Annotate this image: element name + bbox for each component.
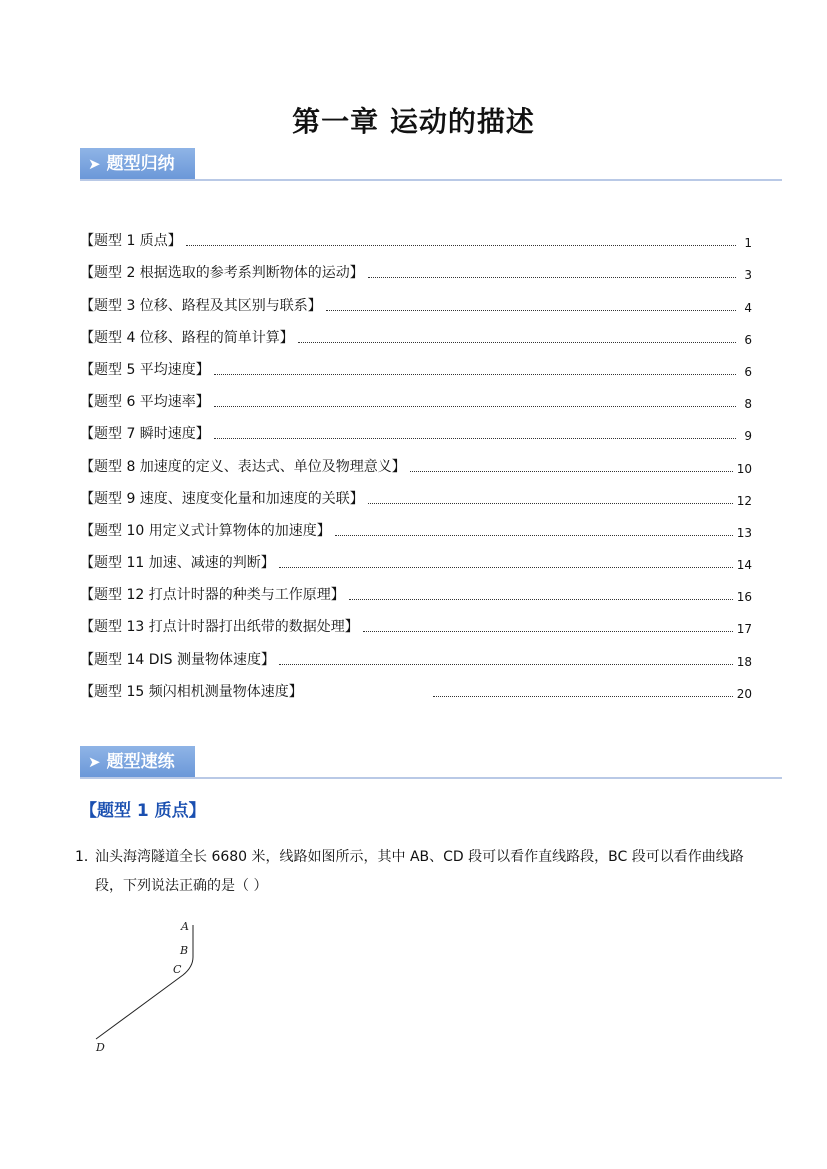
toc-leader — [186, 244, 736, 246]
toc-label: 【题型 13 打点计时器打出纸带的数据处理】 — [80, 619, 359, 636]
toc-page: 12 — [736, 493, 752, 508]
toc-row[interactable] — [80, 540, 752, 572]
toc-page: 20 — [736, 686, 752, 701]
arrow-right-icon: ➤ — [88, 155, 101, 173]
toc-row[interactable] — [80, 379, 752, 411]
page-title: 第一章 运动的描述 — [292, 105, 535, 138]
toc-leader — [214, 405, 736, 407]
question-text-line1: 汕头海湾隧道全长 6680 米，线路如图所示，其中 AB、CD 段可以看作直线路段，BC 段可以看作曲线路 — [95, 849, 744, 865]
toc-label: 【题型 11 加速、减速的判断】 — [80, 555, 275, 572]
toc-leader — [326, 309, 736, 311]
question-1 — [75, 843, 755, 901]
point-label-b: B — [180, 944, 189, 957]
table-of-contents — [80, 218, 752, 701]
toc-row[interactable] — [80, 347, 752, 379]
toc-page: 6 — [744, 332, 752, 347]
toc-label: 【题型 14 DIS 测量物体速度】 — [80, 651, 275, 668]
toc-row[interactable] — [80, 476, 752, 508]
toc-leader — [214, 437, 736, 439]
toc-row[interactable] — [80, 669, 752, 701]
toc-label: 【题型 10 用定义式计算物体的加速度】 — [80, 522, 331, 539]
toc-label: 【题型 5 平均速度】 — [80, 361, 210, 378]
toc-row[interactable] — [80, 411, 752, 443]
section-band-summary — [80, 148, 782, 182]
toc-row[interactable] — [80, 282, 752, 314]
section-rule — [80, 179, 782, 181]
toc-leader — [349, 598, 733, 600]
arrow-right-icon: ➤ — [88, 753, 101, 771]
toc-page: 14 — [736, 558, 752, 573]
toc-page: 18 — [736, 654, 752, 669]
toc-leader — [298, 341, 736, 343]
toc-leader — [433, 695, 733, 697]
section-tag — [80, 746, 195, 778]
point-label-c: C — [173, 963, 182, 976]
toc-page: 6 — [744, 364, 752, 379]
question-number: 1． — [75, 849, 98, 865]
toc-leader — [279, 566, 733, 568]
point-label-d: D — [96, 1041, 105, 1054]
toc-label: 【题型 1 质点】 — [80, 233, 182, 250]
route-path — [96, 925, 193, 1039]
toc-label: 【题型 6 平均速率】 — [80, 394, 210, 411]
toc-leader — [279, 663, 733, 665]
toc-row[interactable] — [80, 218, 752, 250]
toc-row[interactable] — [80, 443, 752, 475]
toc-page: 4 — [744, 300, 752, 315]
section-tag — [80, 148, 195, 180]
toc-leader — [368, 502, 733, 504]
toc-leader — [363, 630, 733, 632]
toc-label: 【题型 12 打点计时器的种类与工作原理】 — [80, 587, 345, 604]
toc-label: 【题型 7 瞬时速度】 — [80, 426, 210, 443]
toc-label: 【题型 8 加速度的定义、表达式、单位及物理意义】 — [80, 458, 406, 475]
toc-row[interactable] — [80, 572, 752, 604]
section-tag-label: 题型速练 — [106, 752, 175, 772]
toc-page: 9 — [744, 429, 752, 444]
question-text-line2: 段，下列说法正确的是（ ） — [95, 878, 268, 894]
toc-label: 【题型 9 速度、速度变化量和加速度的关联】 — [80, 490, 364, 507]
section-band-practice — [80, 746, 782, 780]
point-label-a: A — [181, 920, 189, 933]
toc-row[interactable] — [80, 250, 752, 282]
toc-page: 16 — [736, 590, 752, 605]
toc-row[interactable] — [80, 315, 752, 347]
toc-label: 【题型 15 频闪相机测量物体速度】 — [80, 683, 303, 700]
toc-leader — [410, 470, 733, 472]
section-tag-label: 题型归纳 — [106, 154, 175, 174]
toc-label: 【题型 3 位移、路程及其区别与联系】 — [80, 297, 322, 314]
toc-page: 17 — [736, 622, 752, 637]
toc-leader — [335, 534, 733, 536]
tunnel-route-figure — [85, 915, 215, 1060]
toc-page: 1 — [744, 236, 752, 251]
toc-leader — [368, 276, 736, 278]
toc-label: 【题型 2 根据选取的参考系判断物体的运动】 — [80, 265, 364, 282]
toc-row[interactable] — [80, 604, 752, 636]
section-heading: 【题型 1 质点】 — [80, 801, 206, 821]
toc-page: 13 — [736, 525, 752, 540]
toc-row[interactable] — [80, 636, 752, 668]
toc-label: 【题型 4 位移、路程的简单计算】 — [80, 329, 294, 346]
toc-page: 8 — [744, 397, 752, 412]
toc-page: 10 — [736, 461, 752, 476]
toc-page: 3 — [744, 268, 752, 283]
toc-leader — [214, 373, 736, 375]
section-rule — [80, 777, 782, 779]
toc-row[interactable] — [80, 508, 752, 540]
